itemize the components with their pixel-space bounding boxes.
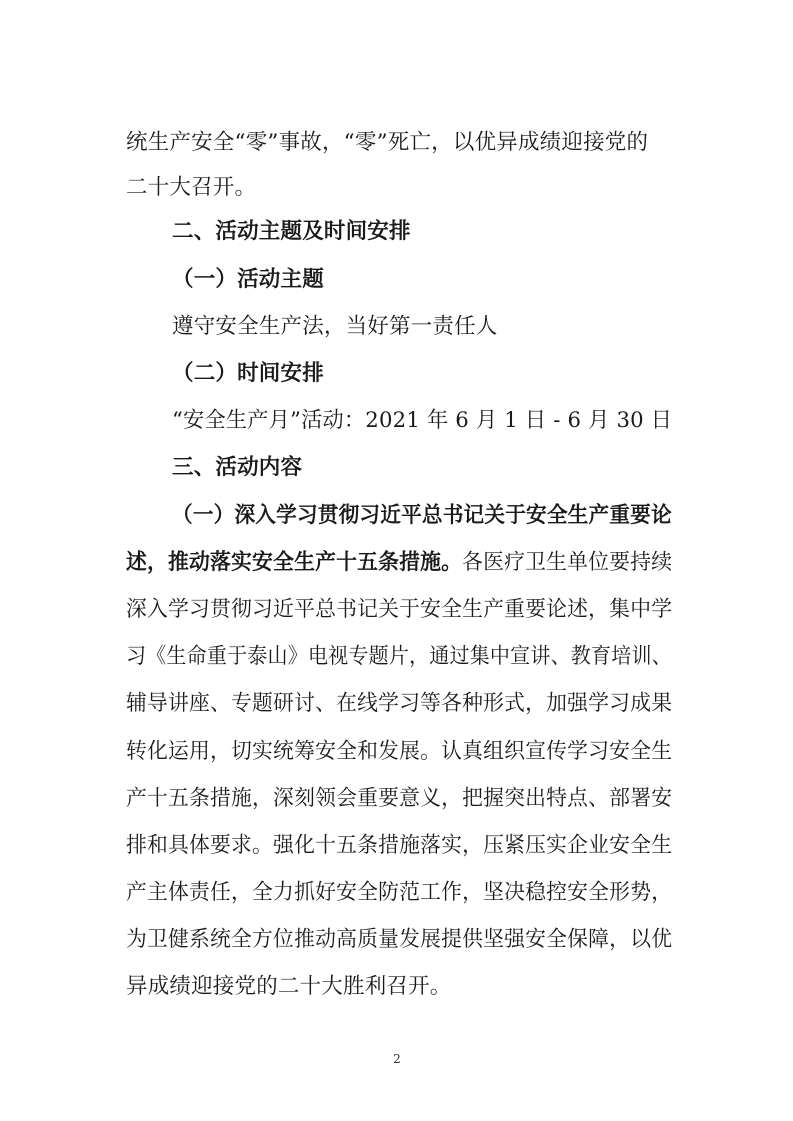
paragraph-heading: （一）深入学习贯彻习近平总书记关于安全生产重要论 bbox=[172, 503, 672, 528]
paragraph-heading-end: 述，推动落实安全生产十五条措施。 bbox=[126, 550, 463, 575]
text-line: 统生产安全“零”事故，“零”死亡，以优异成绩迎接党的 bbox=[126, 130, 649, 155]
paragraph-line: 转化运用，切实统筹安全和发展。认真组织宣传学习安全生 bbox=[126, 739, 673, 764]
paragraph-line: 产十五条措施，深刻领会重要意义，把握突出特点、部署安 bbox=[126, 786, 673, 811]
subsection-heading: （一）活动主题 bbox=[172, 267, 324, 292]
page-number: 2 bbox=[393, 1052, 401, 1066]
paragraph-line: 为卫健系统全方位推动高质量发展提供坚强安全保障，以优 bbox=[126, 927, 673, 952]
paragraph-text: 各医疗卫生单位要持续 bbox=[462, 550, 673, 575]
paragraph-line: 深入学习贯彻习近平总书记关于安全生产重要论述，集中学 bbox=[126, 597, 673, 622]
subsection-heading: （二）时间安排 bbox=[172, 361, 324, 386]
text-line: 二十大召开。 bbox=[126, 175, 257, 200]
paragraph-line bbox=[126, 548, 672, 578]
paragraph-line: 习《生命重于泰山》电视专题片，通过集中宣讲、教育培训、 bbox=[126, 644, 672, 669]
paragraph-line: 异成绩迎接党的二十大胜利召开。 bbox=[126, 974, 452, 999]
text-line: “安全生产月”活动：2021 年 6 月 1 日 - 6 月 30 日 bbox=[172, 408, 673, 433]
section-heading: 三、活动内容 bbox=[172, 455, 303, 480]
paragraph-line: 辅导讲座、专题研讨、在线学习等各种形式，加强学习成果 bbox=[126, 691, 673, 716]
paragraph-line: 排和具体要求。强化十五条措施落实，压紧压实企业安全生 bbox=[126, 833, 673, 858]
text-line: 遵守安全生产法，当好第一责任人 bbox=[172, 314, 498, 339]
section-heading: 二、活动主题及时间安排 bbox=[172, 219, 411, 244]
paragraph-line: 产主体责任，全力抓好安全防范工作，坚决稳控安全形势， bbox=[126, 880, 673, 905]
